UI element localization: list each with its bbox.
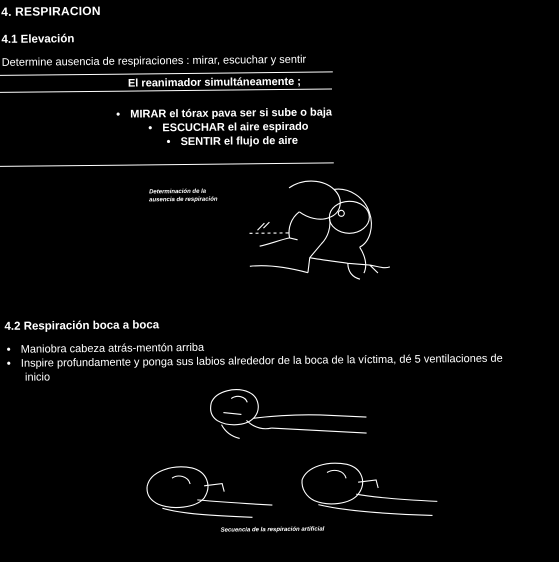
- intro-paragraph: Determine ausencia de respiraciones : mirar, escuchar y sentir: [1, 53, 307, 69]
- list-item-inicio: inicio: [24, 371, 51, 384]
- list-item-inspire: • Inspire profundamente y ponga sus labios alrededor de la boca de la víctima, dé 5 ventilaciones de: [7, 353, 503, 370]
- box-item-sentir: • SENTIR el flujo de aire: [166, 135, 297, 148]
- figure-caption-line-1: Determinación de la: [149, 188, 207, 196]
- box-item-mirar: • MIRAR el tórax pava ser si sube o baja: [116, 106, 332, 120]
- subsection-title-boca-a-boca: 4.2 Respiración boca a boca: [4, 319, 160, 333]
- section-title: 4. RESPIRACION: [1, 3, 101, 19]
- subsection-title-elevacion: 4.1 Elevación: [1, 33, 75, 46]
- sequence-caption: Secuencia de la respiración artificial: [220, 526, 325, 534]
- box-item-escuchar: • ESCUCHAR el aire espirado: [148, 121, 308, 135]
- rescue-breathing-sequence-illustration: [142, 453, 443, 531]
- list-item-maniobra: • Maniobra cabeza atrás-mentón arriba: [7, 342, 205, 356]
- mouth-to-mouth-illustration: [201, 381, 372, 443]
- checking-breathing-illustration: [229, 177, 400, 294]
- figure-caption-line-2: ausencia de respiración: [149, 196, 218, 204]
- box-title: El reanimador simultáneamente ;: [127, 75, 301, 90]
